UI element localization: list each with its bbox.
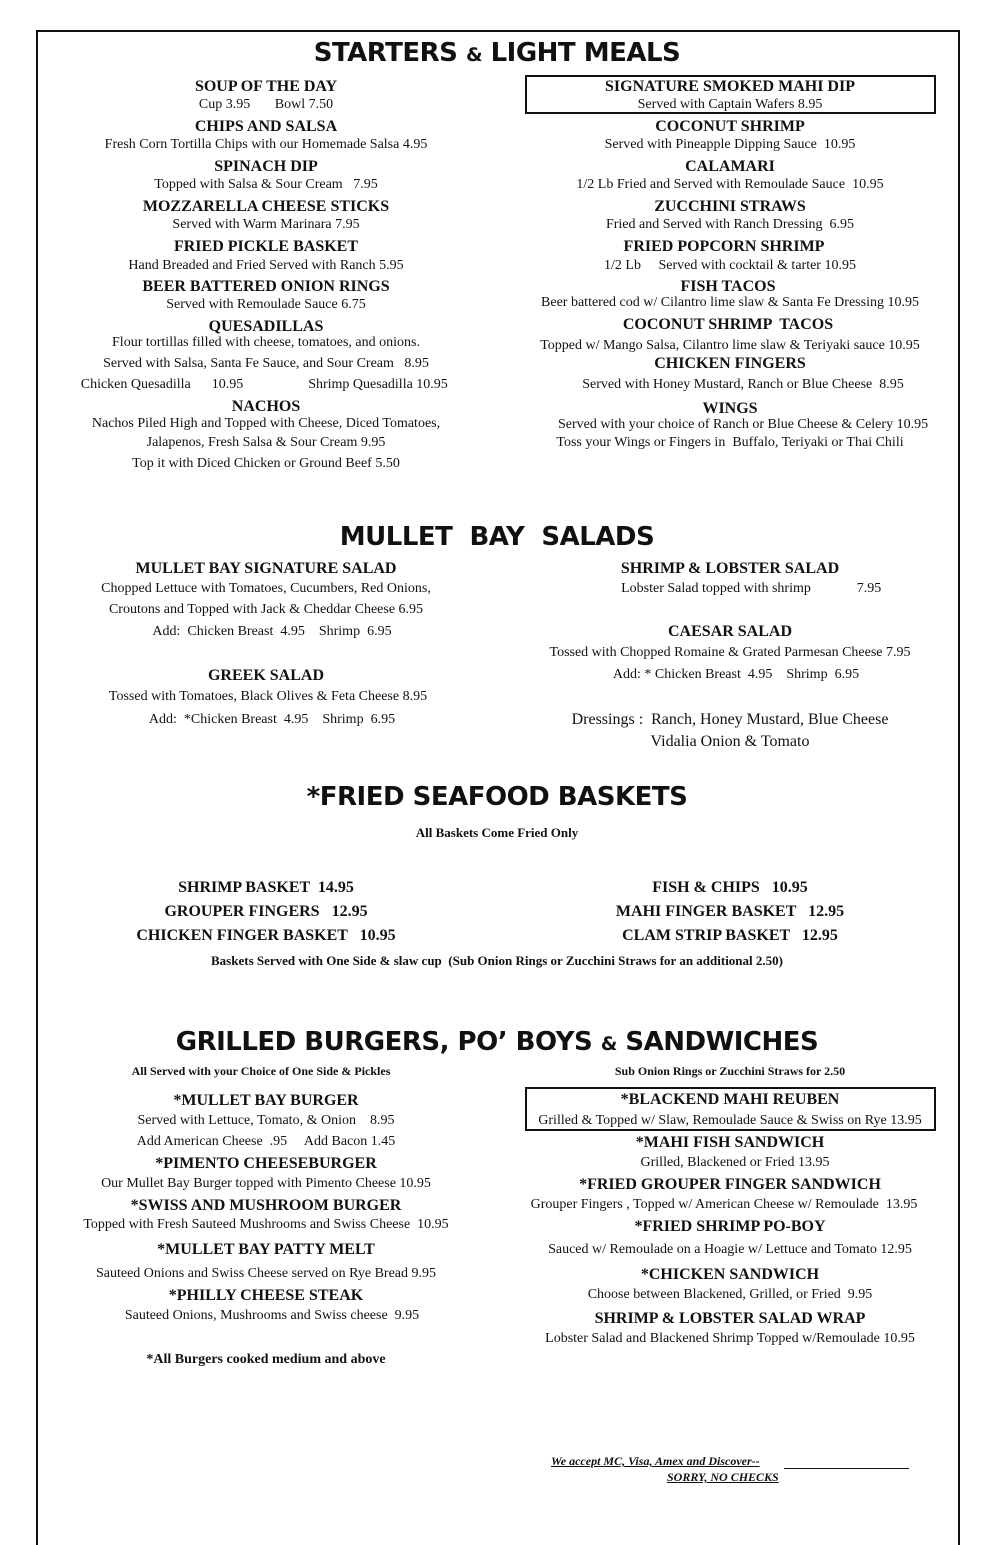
section-subtitle: All Served with your Choice of One Side & Pickles xyxy=(131,1064,391,1078)
item-name: MULLET BAY SIGNATURE SALAD xyxy=(135,560,397,577)
item-name: CHICKEN FINGERS xyxy=(654,355,806,372)
burgers-note: *All Burgers cooked medium and above xyxy=(146,1352,386,1367)
item-desc: Served with Captain Wafers 8.95 xyxy=(637,97,823,112)
item-name: CAESAR SALAD xyxy=(667,623,793,640)
item-desc: Hand Breaded and Fried Served with Ranch 5.95 xyxy=(128,258,404,273)
item-desc: Topped w/ Mango Salsa, Cilantro lime slaw & Teriyaki sauce 10.95 xyxy=(540,338,920,353)
item-name: *MAHI FISH SANDWICH xyxy=(635,1134,825,1151)
item-desc: Served with Warm Marinara 7.95 xyxy=(172,217,360,232)
item-name: WINGS xyxy=(702,400,758,417)
item-desc: Served with Salsa, Santa Fe Sauce, and Sour Cream 8.95 xyxy=(103,356,429,371)
basket-item: MAHI FINGER BASKET 12.95 xyxy=(615,903,845,920)
section-subtitle: Sub Onion Rings or Zucchini Straws for 2.50 xyxy=(614,1064,846,1078)
item-desc: Grilled & Topped w/ Slaw, Remoulade Sauce & Swiss on Rye 13.95 xyxy=(538,1113,922,1128)
baskets-note: Baskets Served with One Side & slaw cup (Sub Onion Rings or Zucchini Straws for an additional 2.50) xyxy=(211,953,783,968)
item-name: *MULLET BAY BURGER xyxy=(173,1092,359,1109)
item-name: SPINACH DIP xyxy=(214,158,318,175)
basket-item: CLAM STRIP BASKET 12.95 xyxy=(622,927,838,944)
item-name: *BLACKEND MAHI REUBEN xyxy=(620,1091,840,1108)
item-name: GREEK SALAD xyxy=(207,667,325,684)
section-title-baskets: *FRIED SEAFOOD BASKETS xyxy=(306,782,688,812)
item-desc: Tossed with Chopped Romaine & Grated Parmesan Cheese 7.95 xyxy=(549,645,911,660)
item-desc: Grouper Fingers , Topped w/ American Cheese w/ Remoulade 13.95 xyxy=(530,1197,918,1212)
item-name: *MULLET BAY PATTY MELT xyxy=(157,1241,375,1258)
item-desc: Served with Honey Mustard, Ranch or Blue Cheese 8.95 xyxy=(582,377,904,392)
item-desc: Chopped Lettuce with Tomatoes, Cucumbers, Red Onions, xyxy=(101,581,431,596)
item-name: CALAMARI xyxy=(685,158,775,175)
basket-item: FISH & CHIPS 10.95 xyxy=(652,879,808,896)
item-desc: Served with Lettuce, Tomato, & Onion 8.95 xyxy=(137,1113,395,1128)
item-desc: Cup 3.95 Bowl 7.50 xyxy=(198,97,334,112)
item-desc: Beer battered cod w/ Cilantro lime slaw & Santa Fe Dressing 10.95 xyxy=(541,295,919,310)
item-name: QUESADILLAS xyxy=(208,318,324,335)
item-desc: Lobster Salad topped with shrimp xyxy=(621,581,811,596)
item-name: MOZZARELLA CHEESE STICKS xyxy=(142,198,390,215)
item-name: SOUP OF THE DAY xyxy=(194,78,338,95)
item-name: *FRIED GROUPER FINGER SANDWICH xyxy=(579,1176,881,1193)
item-desc: Grilled, Blackened or Fried 13.95 xyxy=(640,1155,830,1170)
item-name: FRIED POPCORN SHRIMP xyxy=(623,238,825,255)
item-desc: Served with your choice of Ranch or Blue Cheese & Celery 10.95 xyxy=(557,417,929,432)
section-title-burgers: GRILLED BURGERS, PO’ BOYS & SANDWICHES xyxy=(175,1027,819,1057)
underline-rule xyxy=(784,1468,909,1469)
item-desc: Flour tortillas filled with cheese, tomatoes, and onions. xyxy=(112,335,420,350)
item-desc: Served with Pineapple Dipping Sauce 10.95 xyxy=(604,137,856,152)
item-addons: Add American Cheese .95 Add Bacon 1.45 xyxy=(136,1134,396,1149)
item-desc: Shrimp Quesadilla 10.95 xyxy=(308,377,448,392)
item-desc: Fried and Served with Ranch Dressing 6.95 xyxy=(605,217,855,232)
item-desc: Sauteed Onions and Swiss Cheese served on Rye Bread 9.95 xyxy=(95,1266,437,1281)
item-desc: Fresh Corn Tortilla Chips with our Homemade Salsa 4.95 xyxy=(104,137,428,152)
item-addons: Add: Chicken Breast 4.95 Shrimp 6.95 xyxy=(152,624,392,639)
payment-note: SORRY, NO CHECKS xyxy=(667,1470,779,1484)
item-desc: Tossed with Tomatoes, Black Olives & Feta Cheese 8.95 xyxy=(108,689,428,704)
item-desc: Sauteed Onions, Mushrooms and Swiss cheese 9.95 xyxy=(124,1308,420,1323)
item-desc: Lobster Salad and Blackened Shrimp Topped w/Remoulade 10.95 xyxy=(545,1331,915,1346)
item-name: CHIPS AND SALSA xyxy=(194,118,338,135)
item-name: *SWISS AND MUSHROOM BURGER xyxy=(130,1197,402,1214)
item-desc: Top it with Diced Chicken or Ground Beef 5.50 xyxy=(132,456,400,471)
item-name: COCONUT SHRIMP xyxy=(655,118,805,135)
item-desc: 1/2 Lb Fried and Served with Remoulade Sauce 10.95 xyxy=(576,177,884,192)
item-desc: Toss your Wings or Fingers in Buffalo, Teriyaki or Thai Chili xyxy=(556,435,904,450)
item-name: FRIED PICKLE BASKET xyxy=(173,238,359,255)
item-desc: Topped with Salsa & Sour Cream 7.95 xyxy=(154,177,378,192)
item-desc: Sauced w/ Remoulade on a Hoagie w/ Lettuce and Tomato 12.95 xyxy=(548,1242,912,1257)
item-name: *PIMENTO CHEESEBURGER xyxy=(155,1155,377,1172)
section-subtitle: All Baskets Come Fried Only xyxy=(415,825,579,840)
payment-methods: We accept MC, Visa, Amex and Discover-- xyxy=(551,1454,760,1468)
item-name: FISH TACOS xyxy=(680,278,776,295)
section-title-starters: STARTERS & LIGHT MEALS xyxy=(313,38,681,68)
item-desc: Jalapenos, Fresh Salsa & Sour Cream 9.95 xyxy=(146,435,386,450)
item-desc: Nachos Piled High and Topped with Cheese, Diced Tomatoes, xyxy=(91,416,441,431)
dressings-list: Vidalia Onion & Tomato xyxy=(650,733,810,750)
item-desc: Croutons and Topped with Jack & Cheddar Cheese 6.95 xyxy=(108,602,424,617)
item-name: COCONUT SHRIMP TACOS xyxy=(622,316,834,333)
dressings-list: Dressings : Ranch, Honey Mustard, Blue Cheese xyxy=(571,711,889,728)
item-name: SIGNATURE SMOKED MAHI DIP xyxy=(605,78,855,95)
item-name: *PHILLY CHEESE STEAK xyxy=(168,1287,364,1304)
item-name: SHRIMP & LOBSTER SALAD WRAP xyxy=(594,1310,866,1327)
item-name: NACHOS xyxy=(231,398,301,415)
item-desc: Choose between Blackened, Grilled, or Fried 9.95 xyxy=(587,1287,873,1302)
item-desc: 1/2 Lb Served with cocktail & tarter 10.95 xyxy=(604,258,856,273)
item-addons: Add: * Chicken Breast 4.95 Shrimp 6.95 xyxy=(612,667,860,682)
item-name: *CHICKEN SANDWICH xyxy=(640,1266,820,1283)
item-name: BEER BATTERED ONION RINGS xyxy=(142,278,390,295)
basket-item: CHICKEN FINGER BASKET 10.95 xyxy=(136,927,396,944)
item-desc: Chicken Quesadilla 10.95 xyxy=(80,377,244,392)
basket-item: GROUPER FINGERS 12.95 xyxy=(164,903,368,920)
item-desc: Topped with Fresh Sauteed Mushrooms and Swiss Cheese 10.95 xyxy=(83,1217,449,1232)
item-name: ZUCCHINI STRAWS xyxy=(654,198,806,215)
section-title-salads: MULLET BAY SALADS xyxy=(339,522,655,552)
item-name: SHRIMP & LOBSTER SALAD xyxy=(620,560,840,577)
basket-item: SHRIMP BASKET 14.95 xyxy=(178,879,354,896)
item-addons: Add: *Chicken Breast 4.95 Shrimp 6.95 xyxy=(148,712,396,727)
item-price: 7.95 xyxy=(856,581,882,596)
item-desc: Our Mullet Bay Burger topped with Pimento Cheese 10.95 xyxy=(101,1176,431,1191)
item-desc: Served with Remoulade Sauce 6.75 xyxy=(166,297,366,312)
item-name: *FRIED SHRIMP PO-BOY xyxy=(634,1218,826,1235)
